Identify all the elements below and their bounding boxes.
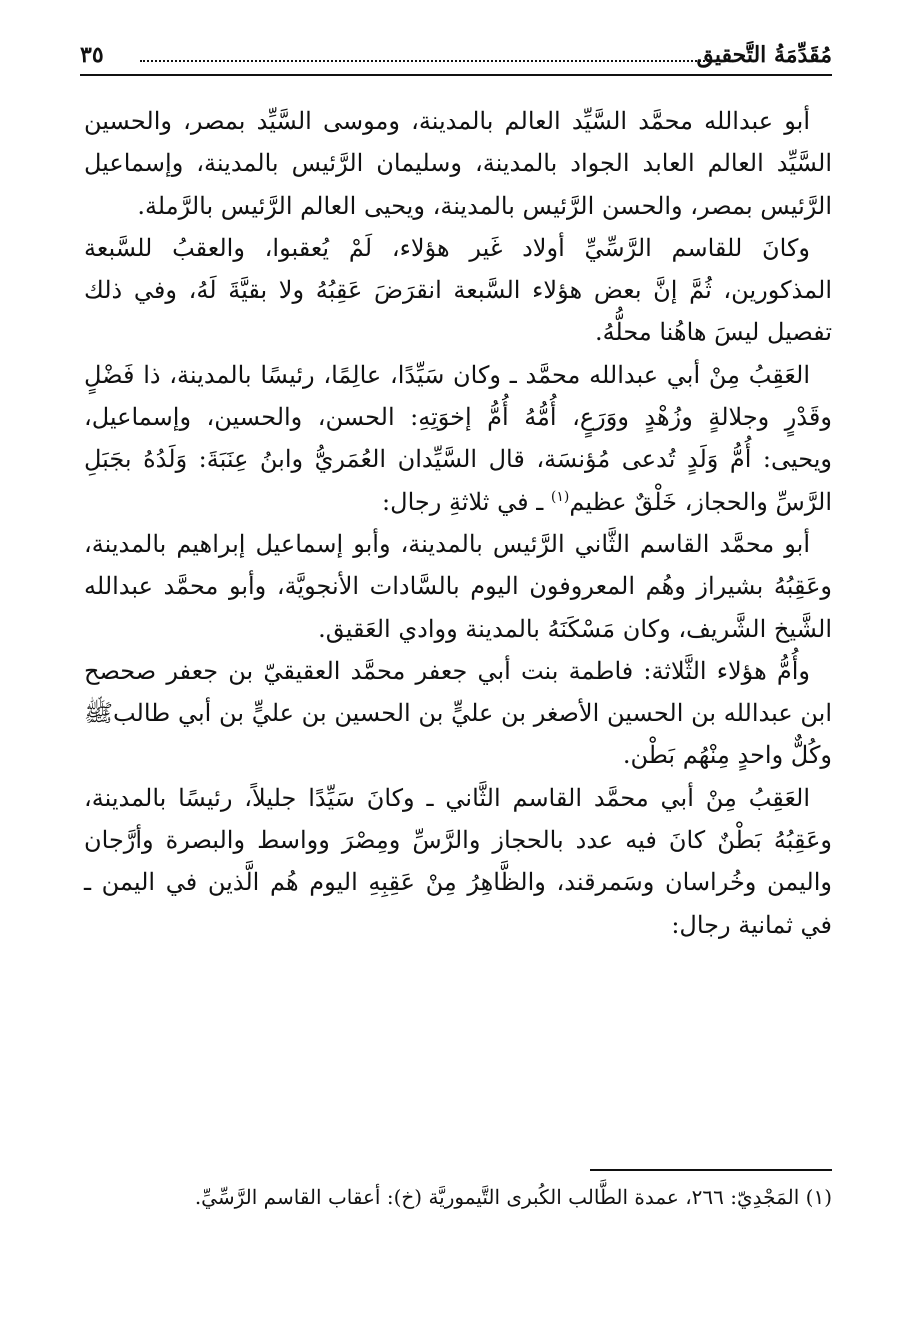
footnote-reference[interactable]: (١) [550, 488, 570, 505]
footnote-divider [590, 1169, 832, 1171]
paragraph: أبو محمَّد القاسم الثَّاني الرَّئيس بالمدينة، وأبو إسماعيل إبراهيم بالمدينة، وعَقِبُهُ بشيراز وهُم المعروفون اليوم بالسَّادات الأنجويَّة، وأبو محمَّد عبدالله الشَّيخ الشَّريف، وكان مَسْكَنَهُ بالمدينة ووادي العَقيق. [84, 529, 832, 643]
paragraph [84, 354, 832, 523]
paragraph-text: العَقِبُ مِنْ أبي عبدالله محمَّد ـ وكان سَيِّدًا، عالِمًا، رئيسًا بالمدينة، ذا فَضْلٍ وقَدْرٍ وجلالةٍ وزُهْدٍ ووَرَعٍ، أُمُّهُ أُمُّ إخوَتِهِ: الحسن، والحسين، وإسماعيل، ويحيى: أُمُّ وَلَدٍ تُدعى مُؤنسَة، قال السَّيِّدان العُمَريُّ وابنُ عِنَبَةَ: وَلَدُهُ بجَبَلِ الرَّسِّ والحجاز، خَلْقٌ عظيم [84, 360, 832, 516]
page-number: ٣٥ [80, 42, 104, 68]
main-text [84, 100, 832, 946]
paragraph-text-tail: ـ في ثلاثةِ رجال: [382, 487, 544, 516]
page-header [80, 40, 832, 76]
running-title: مُقَدِّمَةُ التَّحقيق [696, 42, 832, 68]
paragraph: أبو عبدالله محمَّد السَّيِّد العالم بالمدينة، وموسى السَّيِّد بمصر، والحسين السَّيِّد العالم العابد الجواد بالمدينة، وسليمان الرَّئيس بالمدينة، وإسماعيل الرَّئيس بمصر، والحسن الرَّئيس بالمدينة، ويحيى العالم الرَّئيس بالرَّملة. [84, 107, 832, 220]
footnote: (١) المَجْدِيّ: ٢٦٦، عمدة الطَّالب الكُبرى التَّيموريَّة (خ): أعقاب القاسم الرَّسِّيِّ. [194, 1185, 832, 1209]
paragraph: العَقِبُ مِنْ أبي محمَّد القاسم الثَّاني ـ وكانَ سَيِّدًا جليلاً، رئيسًا بالمدينة، وعَقِبُهُ بَطْنٌ كانَ فيه عدد بالحجاز والرَّسِّ ومِصْرَ وواسط والبصرة وأرَّجان واليمن وخُراسان وسَمرقند، والظَّاهِرُ مِنْ عَقِبِهِ اليوم هُم الَّذين في اليمن ـ في ثمانية رجال: [84, 783, 832, 939]
header-dot-leader [140, 60, 712, 62]
paragraph: وكانَ للقاسم الرَّسِّيِّ أولاد غَير هؤلاء، لَمْ يُعقبوا، والعقبُ للسَّبعة المذكورين، ثُمَّ إنَّ بعض هؤلاء السَّبعة انقرَضَ عَقِبُهُ ولا بقيَّةَ لَهُ، وفي ذلك تفصيل ليسَ هاهُنا محلُّهُ. [84, 233, 832, 347]
paragraph: وأُمُّ هؤلاء الثَّلاثة: فاطمة بنت أبي جعفر محمَّد العقيقيّ بن جعفر صحصح ابن عبدالله بن الحسين الأصغر بن عليٍّ بن الحسين بن عليٍّ بن أبي طالبﷺ وكُلٌّ واحدٍ مِنْهُم بَطْن. [84, 656, 832, 770]
